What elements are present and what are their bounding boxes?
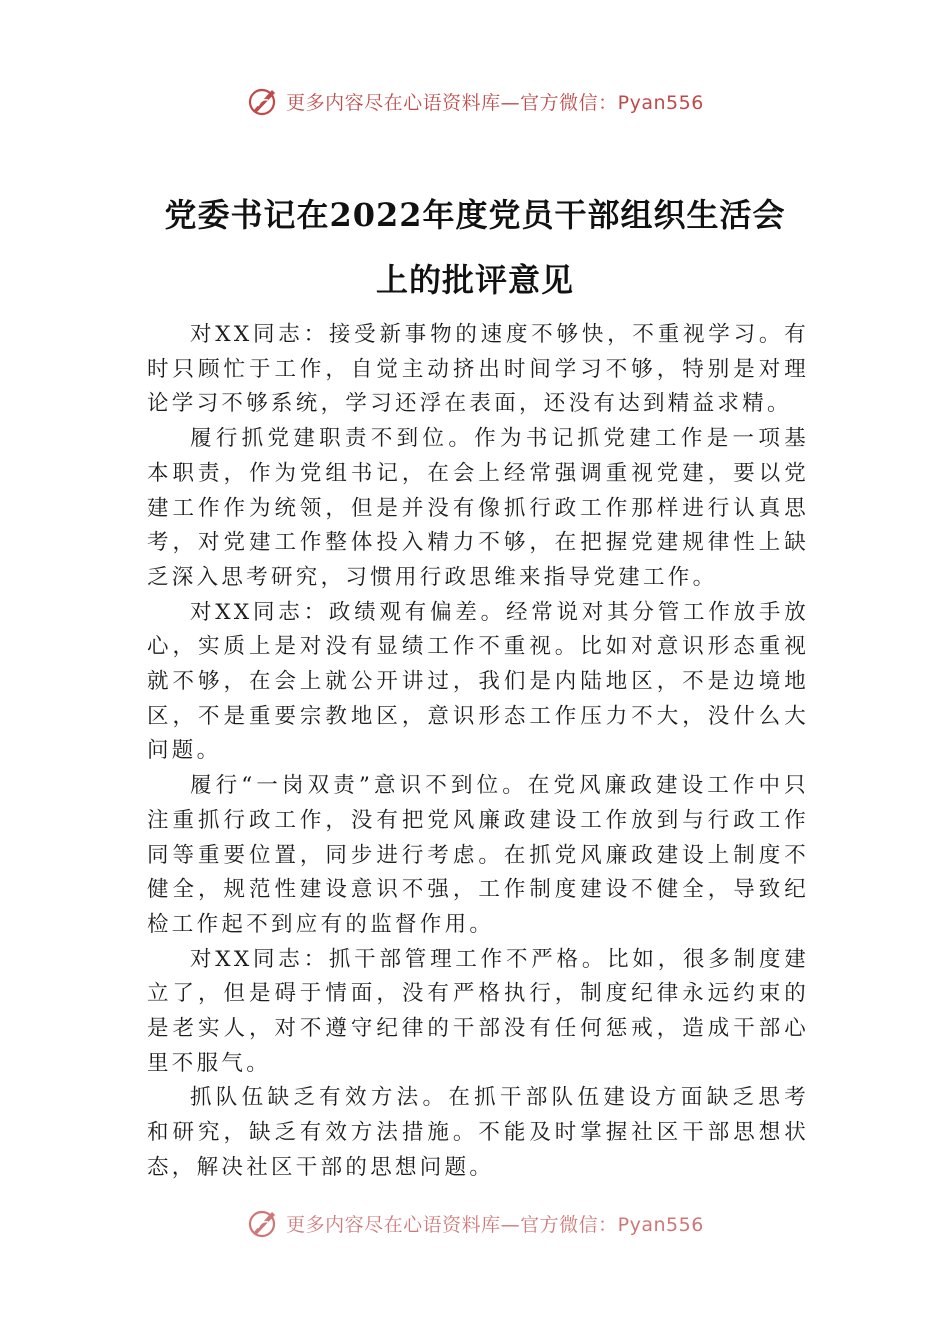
paragraph-5: 对XX同志：抓干部管理工作不严格。比如，很多制度建立了，但是碍于情面，没有严格执行，制度纪律永远约束的是老实人，对不遵守纪律的干部没有任何惩戒，造成干部心里不服气。 <box>147 946 809 1076</box>
paragraph-4: 履行“一岗双责”意识不到位。在党风廉政建设工作中只注重抓行政工作，没有把党风廉政建设工作放到与行政工作同等重要位置，同步进行考虑。在抓党风廉政建设上制度不健全，规范性建设意识不强，工作制度建设不健全，导致纪检工作起不到应有的监督作用。 <box>147 773 809 937</box>
watermark-text: 更多内容尽在心语资料库—官方微信：Pyan556 <box>286 91 704 114</box>
paragraph-3: 对XX同志：政绩观有偏差。经常说对其分管工作放手放心，实质上是对没有显绩工作不重视。比如对意识形态重视就不够，在会上就公开讲过，我们是内陆地区，不是边境地区，不是重要宗教地区，意识形态工作压力不大，没什么大问题。 <box>147 599 809 764</box>
watermark-header <box>0 84 950 118</box>
watermark-footer <box>0 1206 950 1240</box>
document-title-line-1: 党委书记在2022年度党员干部组织生活会 <box>164 196 786 234</box>
paragraph-6: 抓队伍缺乏有效方法。在抓干部队伍建设方面缺乏思考和研究，缺乏有效方法措施。不能及时掌握社区干部思想状态，解决社区干部的思想问题。 <box>147 1085 809 1180</box>
document-body <box>147 318 809 1186</box>
watermark-footer-text: 更多内容尽在心语资料库—官方微信：Pyan556 <box>286 1213 704 1236</box>
pen-logo-icon <box>246 84 280 118</box>
document-title-line-2: 上的批评意见 <box>375 261 574 299</box>
paragraph-2: 履行抓党建职责不到位。作为书记抓党建工作是一项基本职责，作为党组书记，在会上经常强调重视党建，要以党建工作作为统领，但是并没有像抓行政工作那样进行认真思考，对党建工作整体投入精力不够，在把握党建规律性上缺乏深入思考研究，习惯用行政思维来指导党建工作。 <box>147 426 809 590</box>
pen-logo-icon <box>246 1206 280 1240</box>
paragraph-1: 对XX同志：接受新事物的速度不够快，不重视学习。有时只顾忙于工作，自觉主动挤出时间学习不够，特别是对理论学习不够系统，学习还浮在表面，还没有达到精益求精。 <box>147 322 809 417</box>
